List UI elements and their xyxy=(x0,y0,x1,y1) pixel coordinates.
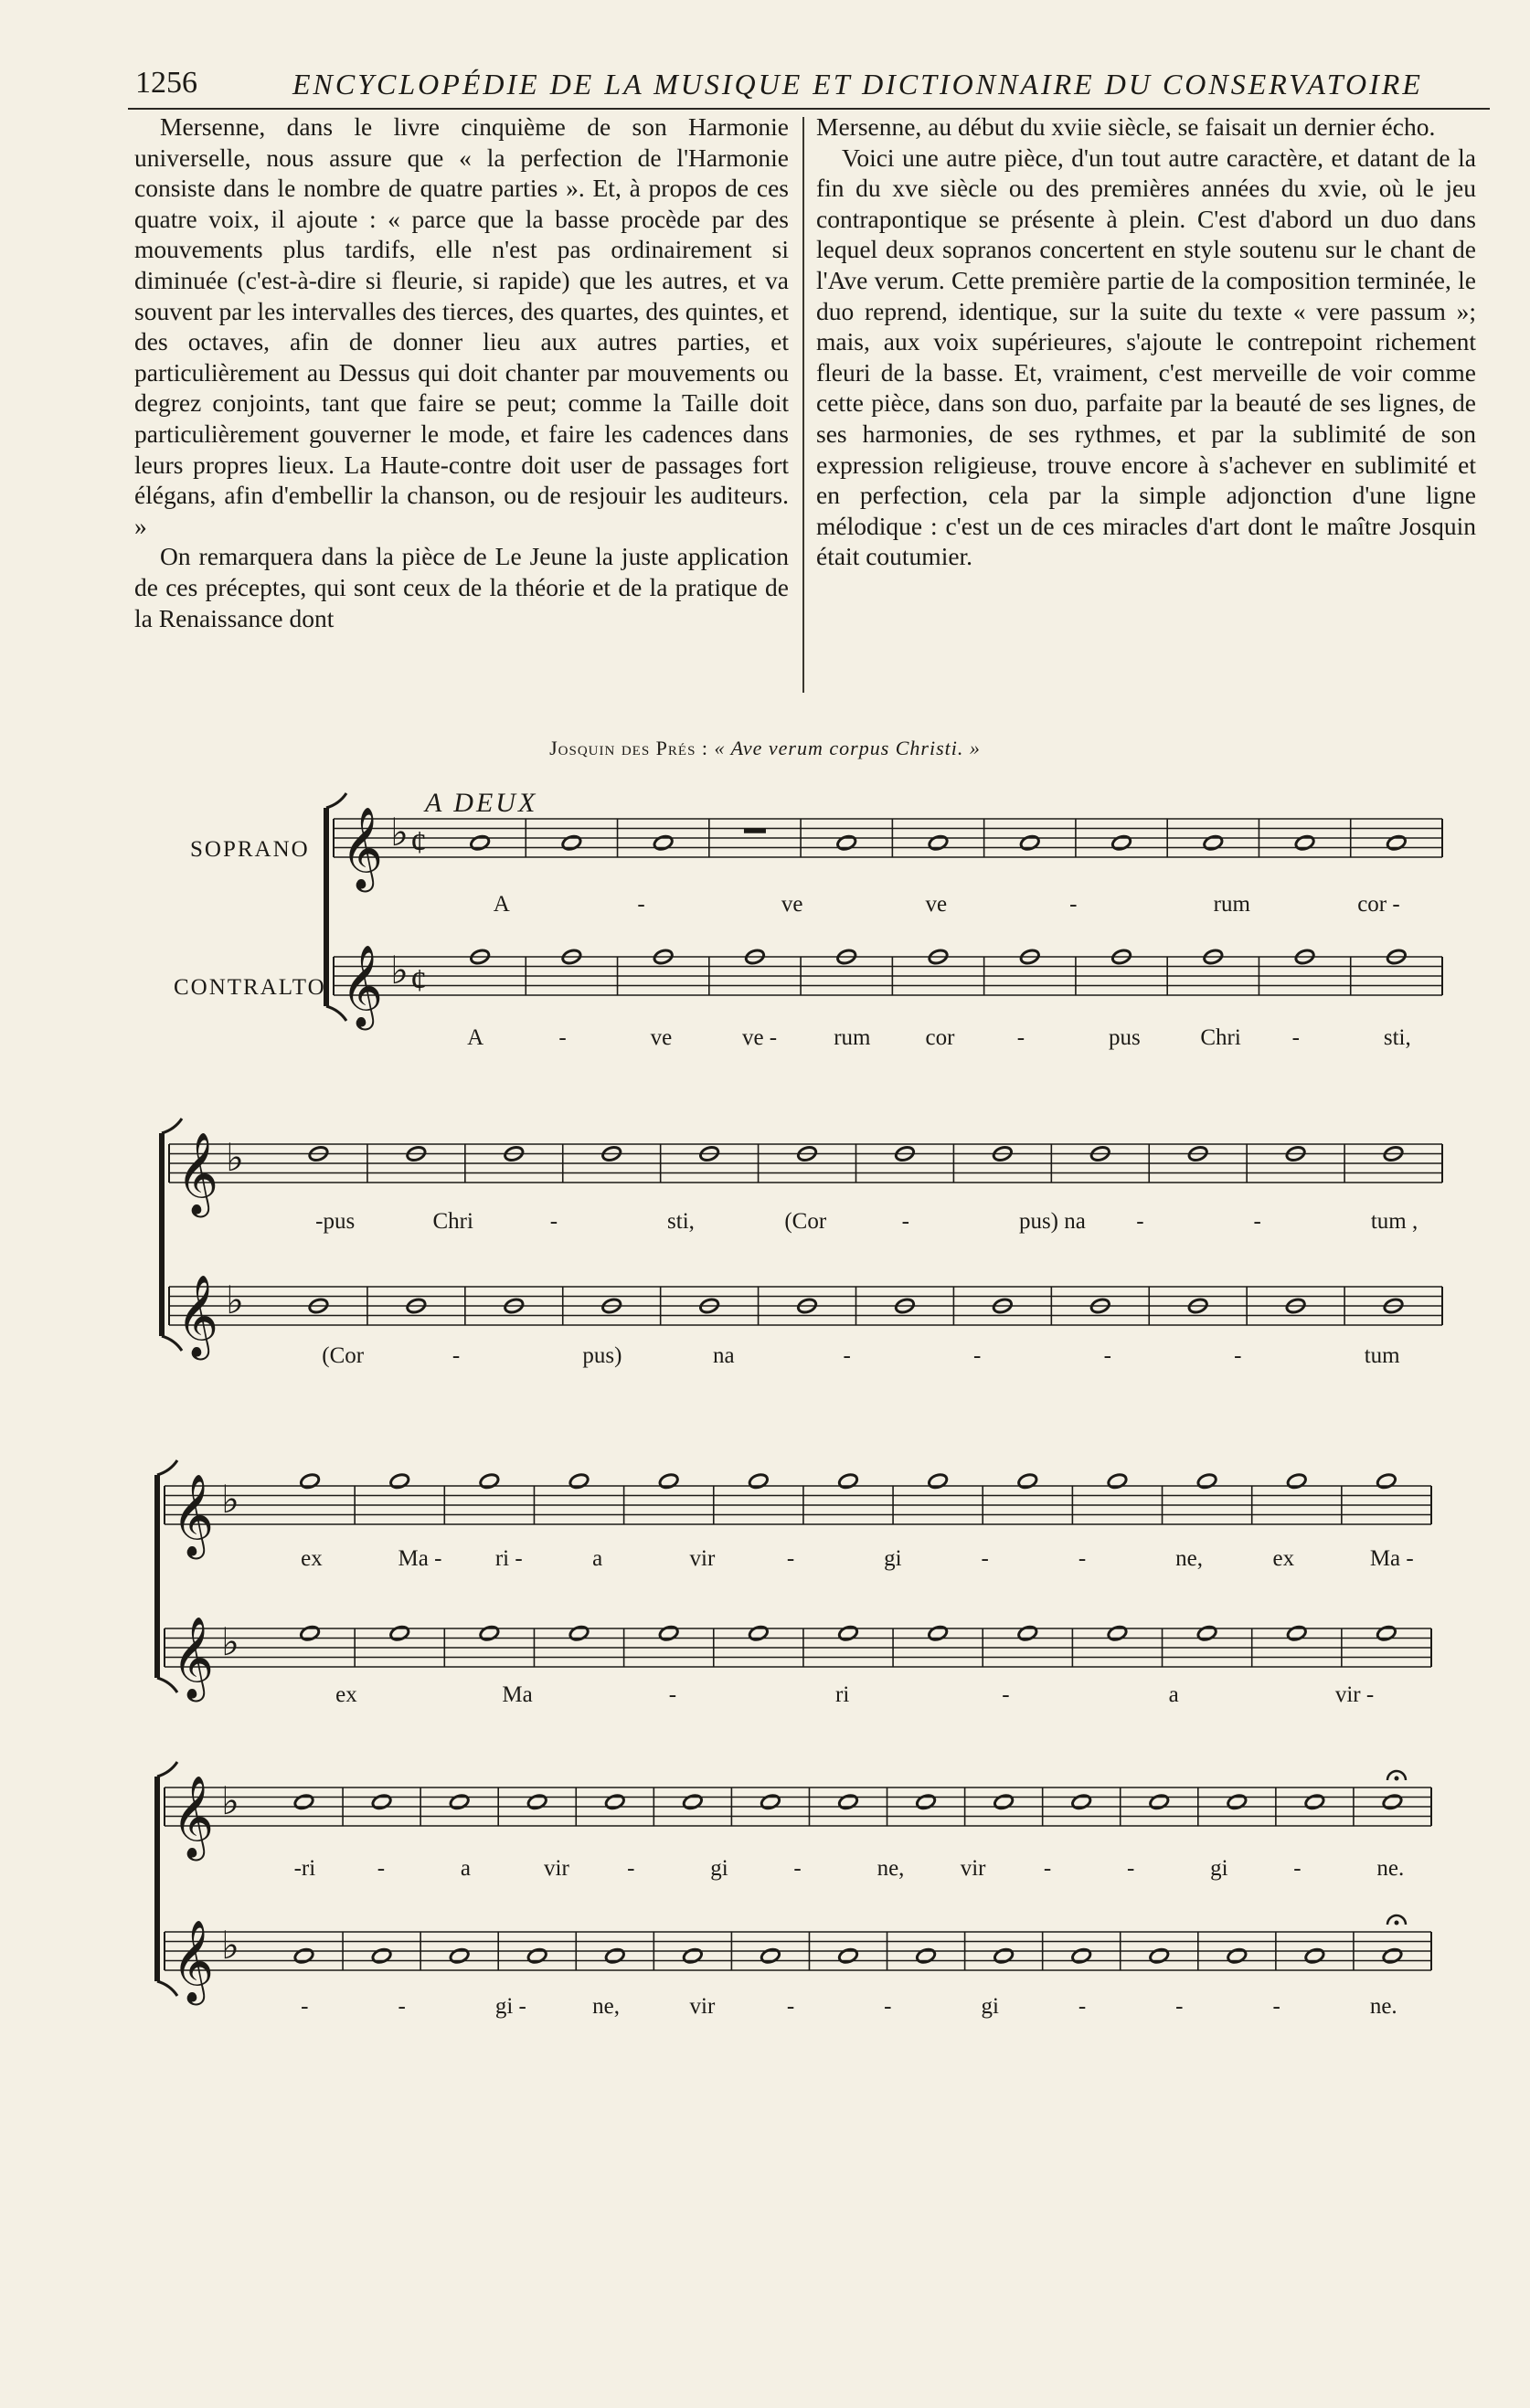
note-head xyxy=(837,1625,858,1642)
treble-clef: 𝄞 xyxy=(176,1276,219,1355)
bracket-hook xyxy=(162,1119,182,1133)
lyric-syllable: pus) na xyxy=(1018,1209,1086,1234)
lyric-syllable: - xyxy=(1002,1682,1010,1707)
note-head xyxy=(928,1472,949,1490)
note-head xyxy=(1017,1472,1038,1490)
note-head xyxy=(760,1947,781,1965)
lyric-syllable: -ri xyxy=(293,1856,316,1881)
note-head xyxy=(526,1793,547,1810)
note-head xyxy=(1386,834,1407,852)
lyric-syllable: pus) xyxy=(582,1343,622,1368)
note-head xyxy=(1071,1947,1092,1965)
system-1 xyxy=(326,793,1442,1050)
lyric-syllable: vir xyxy=(544,1856,569,1881)
lyric-syllable: gi xyxy=(710,1856,728,1881)
note-head xyxy=(526,1947,547,1965)
note-head xyxy=(293,1793,314,1810)
system-2 xyxy=(162,1119,1442,1368)
key-signature-flat: ♭ xyxy=(226,1280,244,1322)
treble-clef: 𝄞 xyxy=(172,1921,215,2000)
lyric-syllable: - xyxy=(843,1343,851,1368)
bracket-hook xyxy=(157,1460,177,1475)
note-head xyxy=(658,1625,679,1642)
fermata-dot xyxy=(1395,1921,1399,1925)
lyric-syllable: ve - xyxy=(741,1025,778,1050)
staff-lower xyxy=(334,946,1442,1050)
key-signature-flat: ♭ xyxy=(221,1622,239,1664)
score-caption: Josquin des Prés : « Ave verum corpus Christi. » xyxy=(549,737,981,759)
note-head xyxy=(293,1947,314,1965)
note-head xyxy=(682,1947,703,1965)
bracket-hook xyxy=(157,1762,177,1777)
note-head xyxy=(1227,1793,1248,1810)
note-head xyxy=(299,1625,320,1642)
lyric-syllable: - xyxy=(398,1994,406,2019)
note-head xyxy=(1071,1793,1092,1810)
treble-clef: 𝄞 xyxy=(172,1618,215,1697)
lyric-syllable: - xyxy=(884,1994,892,2019)
key-signature-flat: ♭ xyxy=(390,812,409,854)
lyric-syllable: gi xyxy=(884,1546,902,1571)
note-head xyxy=(1304,1947,1325,1965)
lyric-syllable: rum xyxy=(1213,892,1250,917)
lyric-syllable: - xyxy=(1175,1994,1184,2019)
key-signature-flat: ♭ xyxy=(226,1138,244,1180)
note-head xyxy=(993,1793,1015,1810)
note-head xyxy=(1382,1793,1403,1810)
lyric-syllable: Chri xyxy=(432,1209,473,1234)
note-head xyxy=(568,1472,590,1490)
bracket-hook xyxy=(326,793,346,808)
note-head xyxy=(682,1793,703,1810)
staff-lower xyxy=(165,1618,1431,1707)
note-head xyxy=(389,1625,410,1642)
lyric-syllable: - xyxy=(1293,1856,1302,1881)
note-head xyxy=(915,1793,936,1810)
note-head xyxy=(1286,1625,1307,1642)
note-head xyxy=(1376,1472,1397,1490)
note-head xyxy=(1203,834,1224,852)
fermata-dot xyxy=(1395,1777,1399,1781)
system-4 xyxy=(157,1762,1431,2019)
lyric-syllable: - xyxy=(1272,1994,1280,2019)
lyric-syllable: - xyxy=(1136,1209,1144,1234)
note-head xyxy=(1227,1947,1248,1965)
note-head xyxy=(1149,1947,1170,1965)
rest xyxy=(744,829,766,833)
lyric-syllable: - xyxy=(973,1343,982,1368)
lyric-syllable: ne, xyxy=(1175,1546,1204,1571)
lyric-syllable: a xyxy=(1168,1682,1179,1707)
note-head xyxy=(837,1793,858,1810)
note-head xyxy=(479,1625,500,1642)
staff-lower xyxy=(165,1921,1431,2019)
lyric-syllable: vir xyxy=(689,1546,716,1571)
staff-upper xyxy=(169,1133,1442,1234)
lyric-syllable: vir xyxy=(689,1994,716,2019)
lyric-syllable: - xyxy=(981,1546,989,1571)
note-head xyxy=(1376,1625,1397,1642)
note-head xyxy=(748,1472,769,1490)
note-head xyxy=(449,1947,470,1965)
note-head xyxy=(1196,1472,1217,1490)
treble-clef: 𝄞 xyxy=(172,1475,215,1554)
note-head xyxy=(760,1793,781,1810)
section-label: A DEUX xyxy=(425,788,538,818)
running-title: ENCYCLOPÉDIE DE LA MUSIQUE ET DICTIONNAIRE DU CONSERVATOIRE xyxy=(292,68,1423,101)
lyric-syllable: - xyxy=(452,1343,461,1368)
lyric-syllable: ex xyxy=(1272,1546,1295,1571)
lyric-syllable: vir - xyxy=(1334,1682,1375,1707)
lyric-syllable: tum , xyxy=(1370,1209,1418,1234)
treble-clef: 𝄞 xyxy=(341,946,384,1025)
staff-upper xyxy=(334,808,1442,917)
lyric-syllable: - xyxy=(549,1209,558,1234)
note-head xyxy=(371,1947,392,1965)
key-signature-flat: ♭ xyxy=(221,1480,239,1522)
note-head xyxy=(1107,1625,1128,1642)
lyric-syllable: Ma - xyxy=(1369,1546,1414,1571)
lyric-syllable: ne. xyxy=(1369,1994,1397,2019)
key-signature-flat: ♭ xyxy=(390,950,409,992)
note-head xyxy=(604,1793,625,1810)
lyric-syllable: A xyxy=(467,1025,484,1050)
treble-clef: 𝄞 xyxy=(172,1777,215,1856)
note-head xyxy=(1304,1793,1325,1810)
note-head xyxy=(1110,834,1132,852)
lyric-syllable: sti, xyxy=(667,1209,695,1234)
note-head xyxy=(993,1947,1015,1965)
lyric-syllable: gi - xyxy=(494,1994,526,2019)
note-head xyxy=(1019,834,1040,852)
key-signature-flat: ♭ xyxy=(221,1925,239,1968)
lyric-syllable: cor - xyxy=(1357,892,1400,917)
note-head xyxy=(915,1947,936,1965)
staff-lower xyxy=(169,1276,1442,1368)
paragraph: On remarquera dans la pièce de Le Jeune la juste application de ces préceptes, qui sont ceux de la théorie et de la pratique de la Renaissance dont xyxy=(134,542,789,632)
note-head xyxy=(479,1472,500,1490)
lyric-syllable: - xyxy=(786,1546,795,1571)
note-head xyxy=(449,1793,470,1810)
lyric-syllable: - xyxy=(627,1856,635,1881)
lyric-syllable: - xyxy=(1253,1209,1261,1234)
lyric-syllable: - xyxy=(901,1209,909,1234)
lyric-syllable: ve xyxy=(650,1025,673,1050)
lyric-syllable: a xyxy=(460,1856,471,1881)
lyric-syllable: - xyxy=(377,1856,386,1881)
lyric-syllable: gi xyxy=(981,1994,999,2019)
note-head xyxy=(653,834,674,852)
note-head xyxy=(568,1625,590,1642)
lyric-syllable: - xyxy=(558,1025,567,1050)
work-title: « Ave verum corpus Christi. » xyxy=(714,737,981,759)
lyric-syllable: ne, xyxy=(877,1856,905,1881)
treble-clef: 𝄞 xyxy=(176,1133,219,1213)
lyric-syllable: na xyxy=(712,1343,735,1368)
treble-clef: 𝄞 xyxy=(341,808,384,887)
paragraph: Mersenne, au début du xviie siècle, se faisait un dernier écho. xyxy=(816,112,1436,141)
lyric-syllable: sti, xyxy=(1383,1025,1411,1050)
lyric-syllable: - xyxy=(668,1682,677,1707)
note-head xyxy=(389,1472,410,1490)
lyric-syllable: (Cor xyxy=(784,1209,827,1234)
lyric-syllable: - xyxy=(1234,1343,1242,1368)
lyric-syllable: ne, xyxy=(592,1994,621,2019)
lyric-syllable: - xyxy=(301,1994,309,2019)
lyric-syllable: Chri xyxy=(1200,1025,1241,1050)
lyric-syllable: -pus xyxy=(315,1209,356,1234)
note-head xyxy=(837,1472,858,1490)
note-head xyxy=(1017,1625,1038,1642)
lyric-syllable: (Cor xyxy=(322,1343,365,1368)
lyric-syllable: ex xyxy=(335,1682,357,1707)
note-head xyxy=(1196,1625,1217,1642)
note-head xyxy=(1382,1947,1403,1965)
lyric-syllable: - xyxy=(1127,1856,1135,1881)
lyric-syllable: - xyxy=(786,1994,795,2019)
lyric-syllable: ne. xyxy=(1376,1856,1405,1881)
lyric-syllable: vir xyxy=(960,1856,986,1881)
note-head xyxy=(470,834,491,852)
paragraph: Voici une autre pièce, d'un tout autre caractère, et datant de la fin du xve siècle ou des premières années du xvie, où le jeu contrapontique se présente à plein. C'est d'abord un duo dans lequel deux sopranos concertent en style soutenu sur le chant de l'Ave verum. Cette première partie de la composition terminée, le duo reprend, identique, sur la suite du texte « vere passum »; mais, aux voix supérieures, s'ajoute le contrepoint richement fleuri de la basse. Et, vraiment, c'est merveille de voir comme cette pièce, dans son duo, parfaite par la beauté de ses lignes, de ses harmonies, de ses rythmes, et par la sublimité de son expression religieuse, trouve encore à s'achever en sublimité et en perfection, cela par la simple adjonction d'une ligne mélodique : c'est un de ces miracles d'art dont le maître Josquin était coutumier. xyxy=(816,143,1476,571)
note-head xyxy=(561,834,582,852)
note-head xyxy=(371,1793,392,1810)
lyric-syllable: cor xyxy=(925,1025,955,1050)
lyric-syllable: - xyxy=(1069,892,1078,917)
lyric-syllable: - xyxy=(1016,1025,1025,1050)
lyric-syllable: Ma - xyxy=(398,1546,442,1571)
staff-upper xyxy=(165,1472,1431,1571)
lyric-syllable: ve xyxy=(781,892,803,917)
lyric-syllable: - xyxy=(1078,1546,1087,1571)
lyric-syllable: ex xyxy=(301,1546,323,1571)
time-signature: ¢ xyxy=(410,823,427,861)
lyric-syllable: gi xyxy=(1210,1856,1228,1881)
lyric-syllable: - xyxy=(1078,1994,1087,2019)
page-number: 1256 xyxy=(135,66,197,100)
paragraph: Mersenne, dans le livre cinquième de son Harmonie universelle, nous assure que « la perfection de l'Harmonie consiste dans le nombre de quatre parties ». Et, à propos de ces quatre voix, il ajoute : « parce que la basse procède par des mouvements plus tardifs, elle n'est pas ordinairement si diminuée (c'est-à-dire si fleurie, si rapide) que les autres, et va souvent par les intervalles des tierces, des quartes, des quintes, et des octaves, afin de donner lieu aux autres parties, et particulièrement au Dessus qui doit chanter par mouvements ou degrez conjoints, tant que faire se peut; comme la Taille doit particulièrement gouverner le mode, et faire les cadences dans leurs propres lieux. La Haute-contre doit user de passages fort élégans, afin d'embellir la chanson, ou de resjouir les auditeurs. » xyxy=(134,112,789,540)
lyric-syllable: rum xyxy=(834,1025,871,1050)
lyric-syllable: - xyxy=(793,1856,802,1881)
key-signature-flat: ♭ xyxy=(221,1781,239,1823)
note-head xyxy=(1149,1793,1170,1810)
lyric-syllable: ve xyxy=(925,892,948,917)
lyric-syllable: a xyxy=(592,1546,603,1571)
note-head xyxy=(928,834,949,852)
note-head xyxy=(748,1625,769,1642)
staff-upper xyxy=(165,1777,1431,1881)
lyric-syllable: tum xyxy=(1364,1343,1400,1368)
lyric-syllable: pus xyxy=(1109,1025,1141,1050)
note-head xyxy=(837,1947,858,1965)
lyric-syllable: - xyxy=(1103,1343,1111,1368)
note-head xyxy=(1286,1472,1307,1490)
composer-name: Josquin des Prés xyxy=(549,737,696,759)
lyric-syllable: - xyxy=(637,892,645,917)
lyric-syllable: A xyxy=(493,892,510,917)
note-head xyxy=(604,1947,625,1965)
voice-label-contralto: CONTRALTO xyxy=(174,975,326,1000)
note-head xyxy=(928,1625,949,1642)
lyric-syllable: Ma xyxy=(502,1682,533,1707)
voice-label-soprano: SOPRANO xyxy=(190,837,310,862)
time-signature: ¢ xyxy=(410,961,427,999)
lyric-syllable: ri - xyxy=(494,1546,523,1571)
note-head xyxy=(1107,1472,1128,1490)
note-head xyxy=(658,1472,679,1490)
note-head xyxy=(299,1472,320,1490)
note-head xyxy=(836,834,857,852)
lyric-syllable: - xyxy=(1291,1025,1300,1050)
lyric-syllable: - xyxy=(1043,1856,1052,1881)
note-head xyxy=(1294,834,1315,852)
system-3 xyxy=(157,1460,1431,1707)
lyric-syllable: ri xyxy=(835,1682,850,1707)
